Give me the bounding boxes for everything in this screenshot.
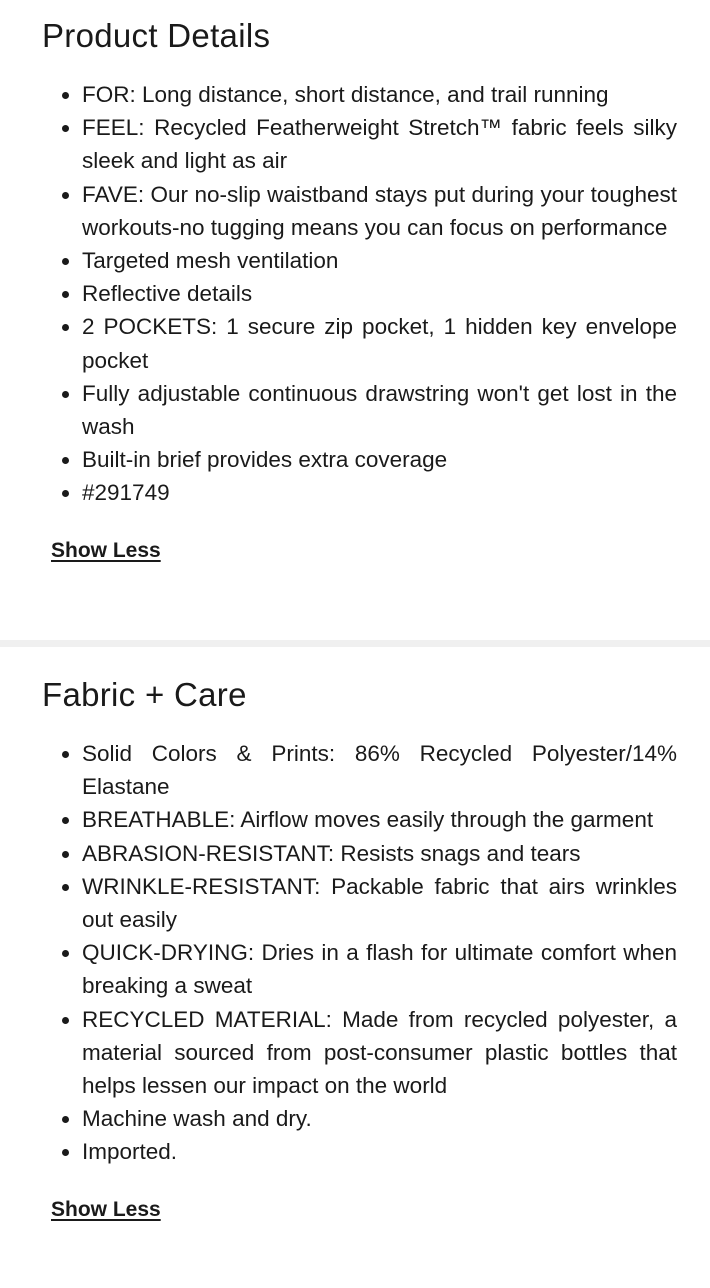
bullet-icon xyxy=(62,324,69,331)
list-item-text: #291749 xyxy=(82,480,170,506)
list-item xyxy=(82,837,677,870)
list-item xyxy=(82,803,677,836)
bullet-icon xyxy=(62,817,69,824)
list-item-text: FEEL: Recycled Featherweight Stretch™ fabric feels silky sleek and light as air xyxy=(82,115,677,174)
list-item-text: Targeted mesh ventilation xyxy=(82,248,339,274)
list-item-text: BREATHABLE: Airflow moves easily through the garment xyxy=(82,807,654,833)
list-item xyxy=(82,244,677,277)
bullet-icon xyxy=(62,1116,69,1123)
list-item xyxy=(82,277,677,310)
bullet-icon xyxy=(62,291,69,298)
list-item xyxy=(82,1135,677,1168)
list-item-text: Built-in brief provides extra coverage xyxy=(82,447,448,473)
list-item xyxy=(82,443,677,476)
list-item-text: Fully adjustable continuous drawstring won't get lost in the wash xyxy=(82,380,677,440)
list-item xyxy=(82,377,677,443)
bullet-icon xyxy=(62,92,69,99)
bullet-icon xyxy=(62,125,69,132)
list-item-text: ABRASION-RESISTANT: Resists snags and tears xyxy=(82,840,581,866)
list-item xyxy=(82,78,677,111)
list-item xyxy=(82,310,677,376)
list-item-text: Machine wash and dry. xyxy=(82,1106,312,1132)
list-item-text: Solid Colors & Prints: 86% Recycled Polyester/14% Elastane xyxy=(82,741,677,800)
bullet-icon xyxy=(62,457,69,464)
list-item-text: WRINKLE-RESISTANT: Packable fabric that airs wrinkles out easily xyxy=(82,873,677,933)
list-item xyxy=(82,178,677,244)
fabric-care-show-less-link[interactable]: Show Less xyxy=(51,1197,161,1221)
list-item-text: 2 POCKETS: 1 secure zip pocket, 1 hidden key envelope pocket xyxy=(82,314,677,373)
list-item-text: RECYCLED MATERIAL: Made from recycled polyester, a material sourced from post-consumer plastic bottles that helps lessen our impact on the world xyxy=(82,1006,677,1099)
fabric-care-list xyxy=(42,737,677,1169)
list-item xyxy=(82,1003,677,1103)
list-item xyxy=(82,870,677,936)
list-item-text: Reflective details xyxy=(82,281,253,307)
list-item xyxy=(82,476,677,509)
list-item-text: FOR: Long distance, short distance, and trail running xyxy=(82,82,609,107)
bullet-icon xyxy=(62,258,69,265)
bullet-icon xyxy=(62,950,69,957)
fabric-care-section xyxy=(0,647,710,1288)
list-item-text: QUICK-DRYING: Dries in a flash for ultimate comfort when breaking a sweat xyxy=(82,940,677,999)
list-item xyxy=(82,936,677,1002)
bullet-icon xyxy=(62,490,69,497)
list-item xyxy=(82,1102,677,1135)
fabric-care-title: Fabric + Care xyxy=(42,676,247,713)
bullet-icon xyxy=(62,751,69,758)
product-details-section xyxy=(0,0,710,640)
bullet-icon xyxy=(62,1017,69,1024)
list-item xyxy=(82,111,677,177)
list-item-text: Imported. xyxy=(82,1139,178,1165)
bullet-icon xyxy=(62,192,69,199)
list-item xyxy=(82,737,677,803)
bullet-icon xyxy=(62,851,69,858)
product-details-title: Product Details xyxy=(42,17,271,54)
bullet-icon xyxy=(62,884,69,891)
list-item-text: FAVE: Our no-slip waistband stays put during your toughest workouts-no tugging means you can focus on performance xyxy=(82,181,677,240)
product-details-list xyxy=(42,78,677,510)
bullet-icon xyxy=(62,391,69,398)
section-divider xyxy=(0,640,710,647)
bullet-icon xyxy=(62,1149,69,1156)
product-details-show-less-link[interactable]: Show Less xyxy=(51,538,161,562)
